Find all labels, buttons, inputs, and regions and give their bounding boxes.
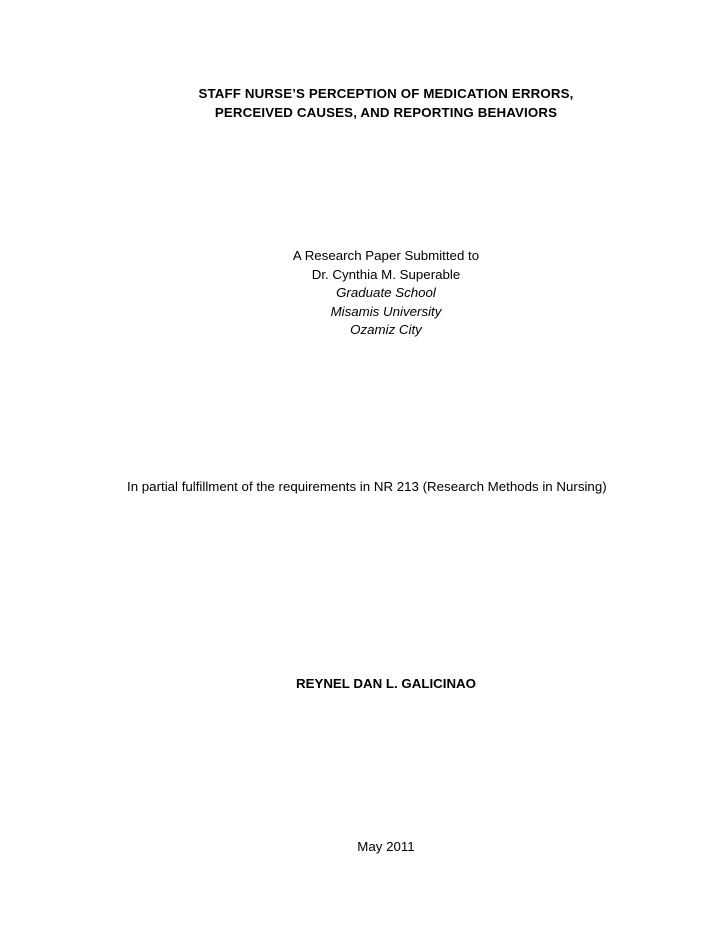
paper-title <box>0 84 728 122</box>
university-name: Misamis University <box>330 303 442 319</box>
submission-date: May 2011 <box>357 839 415 854</box>
author-name: REYNEL DAN L. GALICINAO <box>295 676 476 691</box>
submission-statement: A Research Paper Submitted to <box>292 248 480 263</box>
adviser-name: Dr. Cynthia M. Superable <box>311 266 461 282</box>
school-name: Graduate School <box>336 285 436 301</box>
submission-info <box>0 247 728 340</box>
paper-title-line-2: PERCEIVED CAUSES, AND REPORTING BEHAVIORS <box>214 105 558 120</box>
paper-title-line-1: STAFF NURSE’S PERCEPTION OF MEDICATION ERRORS, <box>198 86 574 101</box>
fulfillment-statement: In partial fulfillment of the requirements in NR 213 (Research Methods in Nursing) <box>127 479 607 494</box>
city-name: Ozamiz City <box>350 322 422 338</box>
